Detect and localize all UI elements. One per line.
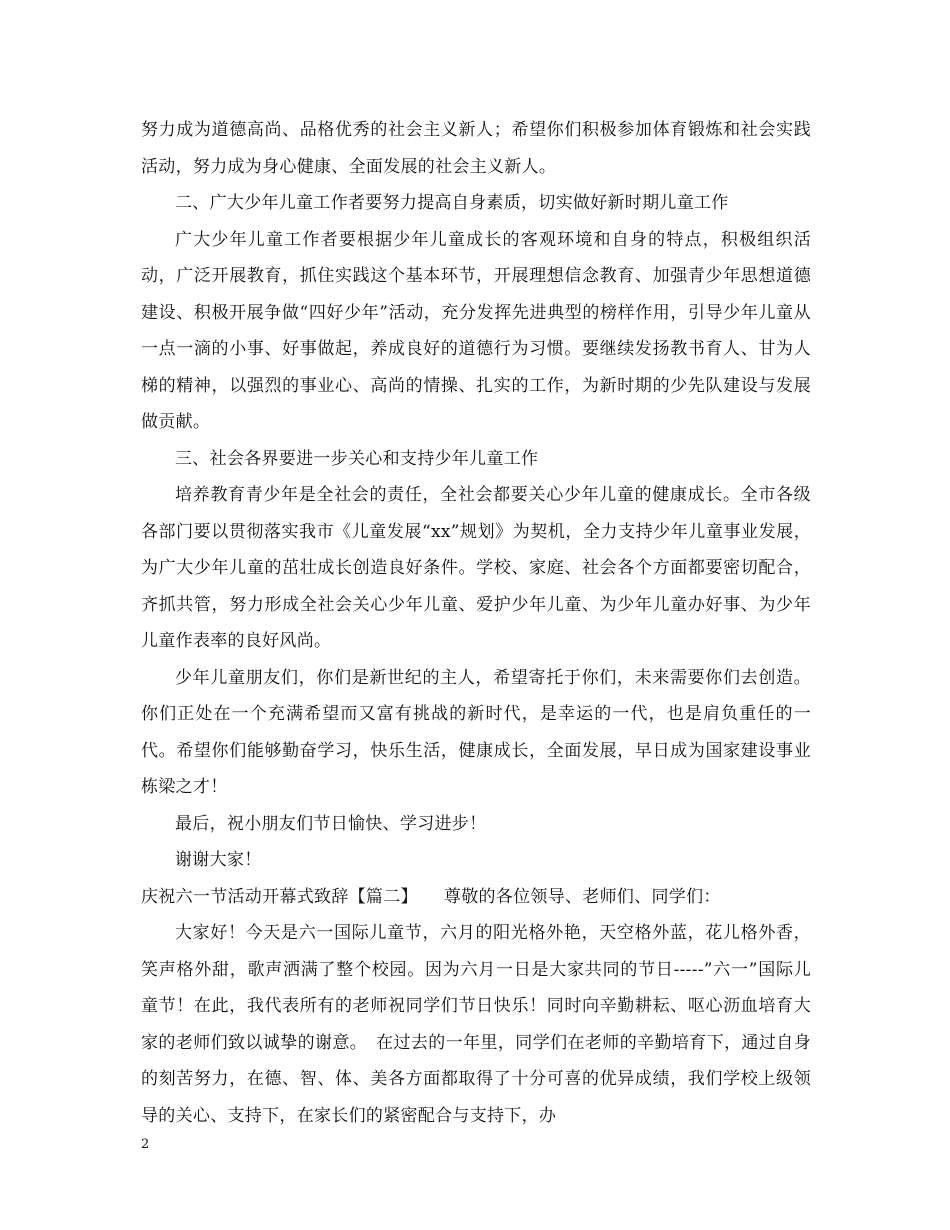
paragraph-6: 少年儿童朋友们，你们是新世纪的主人，希望寄托于你们，未来需要你们去创造。你们正处在一个充满希望而又富有挑战的新时代，是幸运的一代，也是肩负重任的一代。希望你们能够勤奋学习，快乐生活，健康成长，全面发展，早日成为国家建设事业栋梁之才！: [141, 667, 811, 797]
paragraph-5: 培养教育青少年是全社会的责任，全社会都要关心少年儿童的健康成长。全市各级各部门要以贯彻落实我市《儿童发展“xx”规划》为契机，全力支持少年儿童事业发展，为广大少年儿童的茁壮成长创造良好条件。学校、家庭、社会各个方面都要密切配合，齐抓共管，努力形成全社会关心少年儿童、爱护少年儿童、为少年儿童办好事、为少年儿童作表率的良好风尚。: [141, 485, 811, 651]
paragraph-1: 努力成为道德高尚、品格优秀的社会主义新人；希望你们积极参加体育锻炼和社会实践活动，努力成为身心健康、全面发展的社会主义新人。: [141, 120, 811, 177]
closing-wish: 最后，祝小朋友们节日愉快、学习进步！: [175, 813, 487, 834]
document-body: [141, 112, 811, 1134]
paragraph-10: 大家好！今天是六一国际儿童节，六月的阳光格外艳，天空格外蓝，花儿格外香，笑声格外甜，歌声洒满了整个校园。因为六月一日是大家共同的节日-----”六一”国际儿童节！在此，我代表所有的老师祝同学们节日快乐！同时向辛勤耕耘、呕心沥血培育大家的老师们致以诚挚的谢意。 在过去的一年里，同学们在老师的辛勤培育下，通过自身的刻苦努力，在德、智、体、美各方面都取得了十分可喜的优异成绩，我们学校上级领导的关心、支持下，在家长们的紧密配合与支持下，办: [141, 923, 811, 1126]
paragraph-3: 广大少年儿童工作者要根据少年儿童成长的客观环境和自身的特点，积极组织活动，广泛开展教育，抓住实践这个基本环节，开展理想信念教育、加强青少年思想道德建设、积极开展争做“四好少年”活动，充分发挥先进典型的榜样作用，引导少年儿童从一点一滴的小事、好事做起，养成良好的道德行为习惯。要继续发扬教书育人、甘为人梯的精神，以强烈的事业心、高尚的情操、扎实的工作，为新时期的少先队建设与发展做贡献。: [141, 229, 811, 432]
closing-thanks: 谢谢大家！: [175, 850, 262, 870]
page-number: 2: [141, 1137, 150, 1152]
part-two-heading: 庆祝六一节活动开幕式致辞【篇二】 尊敬的各位领导、老师们、同学们：: [141, 886, 721, 907]
section-heading-2: 二、广大少年儿童工作者要努力提高自身素质，切实做好新时期儿童工作: [175, 193, 729, 213]
section-heading-3: 三、社会各界要进一步关心和支持少年儿童工作: [175, 448, 539, 469]
